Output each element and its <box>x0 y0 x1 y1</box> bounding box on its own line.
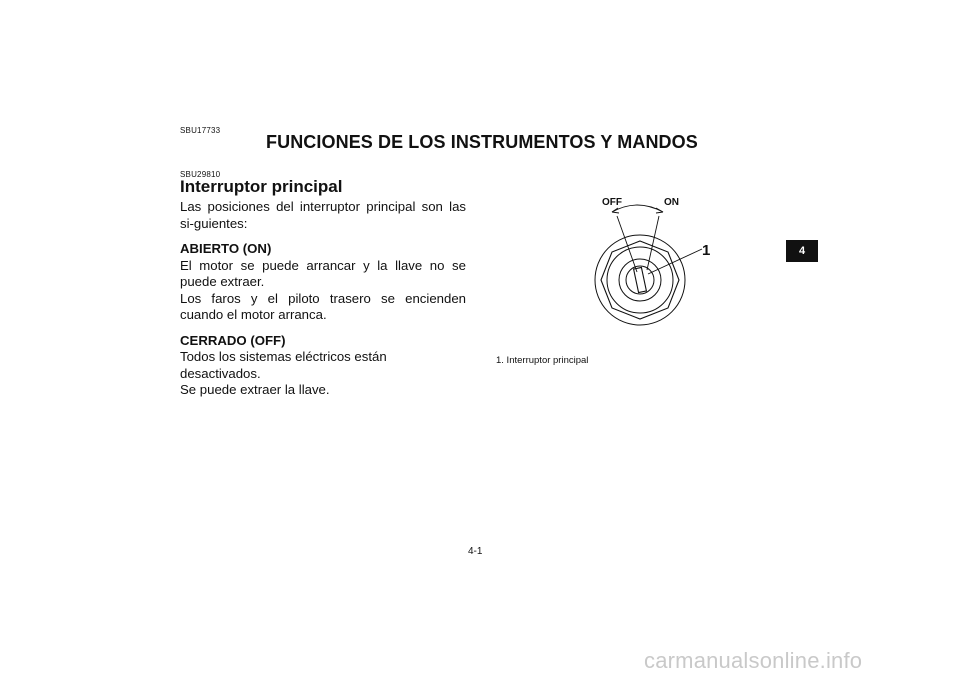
section-code: SBU29810 <box>180 170 221 179</box>
watermark-text: carmanualsonline.info <box>644 648 863 673</box>
off-heading: CERRADO (OFF) <box>180 332 286 348</box>
intro-paragraph: Las posiciones del interruptor principal son las si-guientes: <box>180 199 466 231</box>
off-key-description: Se puede extraer la llave. <box>180 382 330 397</box>
section-body <box>180 199 466 399</box>
main-switch-illustration <box>560 192 720 332</box>
figure-caption: 1. Interruptor principal <box>496 355 589 366</box>
on-description: El motor se puede arrancar y la llave no se puede extraer. <box>180 257 466 289</box>
page-number: 4-1 <box>468 546 483 557</box>
page-title: FUNCIONES DE LOS INSTRUMENTOS Y MANDOS <box>266 132 698 152</box>
on-position-line <box>647 216 659 270</box>
key-slot <box>634 267 647 292</box>
on-heading: ABIERTO (ON) <box>180 241 272 256</box>
callout-number: 1 <box>702 242 711 259</box>
doc-code: SBU17733 <box>180 126 221 135</box>
on-lights-description: Los faros y el piloto trasero se encienden cuando el motor arranca. <box>180 290 466 322</box>
chapter-tab: 4 <box>786 240 818 262</box>
on-label: ON <box>664 197 679 208</box>
arrow-head-on <box>656 208 663 213</box>
section-title: Interruptor principal <box>180 177 343 196</box>
off-label: OFF <box>602 197 622 208</box>
off-description: Todos los sistemas eléctricos están desactivados. <box>180 349 387 381</box>
